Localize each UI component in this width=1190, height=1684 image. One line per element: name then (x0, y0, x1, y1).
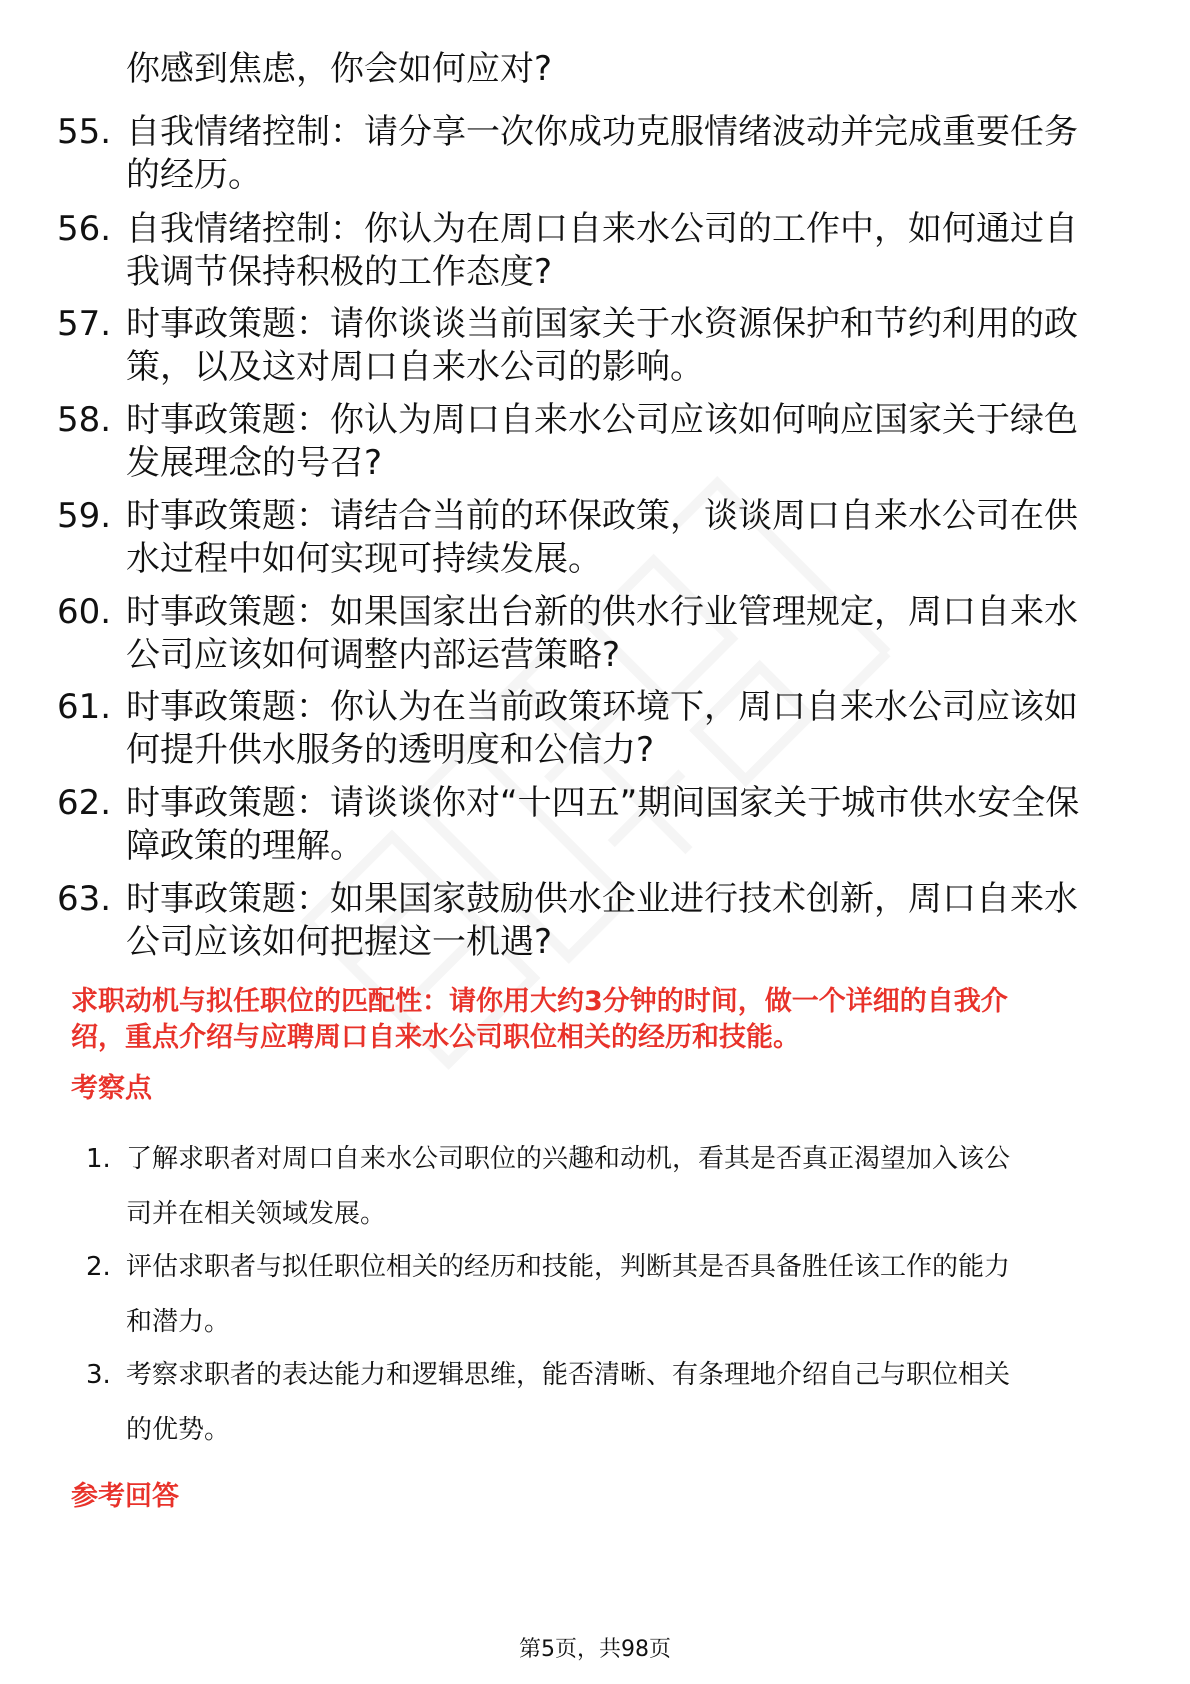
section-title-line1: 求职动机与拟任职位的匹配性：请你用大约3分钟的时间，做一个详细的自我介 (71, 986, 1008, 1017)
question-number: 60. (57, 592, 112, 632)
question-item-60 (0, 591, 1190, 681)
question-number: 55. (57, 112, 112, 152)
question-number: 62. (57, 783, 112, 823)
question-text-line1: 时事政策题：你认为周口自来水公司应该如何响应国家关于绿色 (126, 400, 1078, 440)
point-number: 2. (86, 1252, 111, 1282)
question-item-62 (0, 782, 1190, 872)
question-text-line1: 自我情绪控制：你认为在周口自来水公司的工作中，如何通过自 (126, 209, 1078, 249)
question-item-57 (0, 303, 1190, 393)
points-heading: 考察点 (71, 1073, 152, 1104)
question-continuation: 你感到焦虑，你会如何应对? (126, 49, 553, 89)
question-number: 56. (57, 209, 112, 249)
question-number: 59. (57, 496, 112, 536)
question-number: 57. (57, 304, 112, 344)
section-title-line2: 绍，重点介绍与应聘周口自来水公司职位相关的经历和技能。 (71, 1022, 800, 1053)
question-text-line2: 公司应该如何把握这一机遇? (126, 922, 553, 962)
question-text-line1: 时事政策题：如果国家出台新的供水行业管理规定，周口自来水 (126, 592, 1078, 632)
point-text-line2: 的优势。 (126, 1415, 231, 1445)
point-text-line1: 了解求职者对周口自来水公司职位的兴趣和动机，看其是否真正渴望加入该公 (126, 1144, 1011, 1174)
point-text-line2: 司并在相关领域发展。 (126, 1199, 387, 1229)
question-item-58 (0, 399, 1190, 489)
point-text-line1: 评估求职者与拟任职位相关的经历和技能，判断其是否具备胜任该工作的能力 (126, 1252, 1011, 1282)
question-text-line2: 何提升供水服务的透明度和公信力? (126, 730, 655, 770)
question-text-line2: 障政策的理解。 (126, 826, 364, 866)
question-text-line2: 水过程中如何实现可持续发展。 (126, 539, 602, 579)
point-text-line2: 和潜力。 (126, 1307, 231, 1337)
point-number: 1. (86, 1144, 111, 1174)
question-item-63 (0, 878, 1190, 968)
question-number: 63. (57, 879, 112, 919)
point-text-line1: 考察求职者的表达能力和逻辑思维，能否清晰、有条理地介绍自己与职位相关 (126, 1360, 1011, 1390)
question-text-line2: 我调节保持积极的工作态度? (126, 252, 553, 292)
point-number: 3. (86, 1360, 111, 1390)
question-text-line2: 发展理念的号召? (126, 443, 383, 483)
question-text-line2: 公司应该如何调整内部运营策略? (126, 635, 621, 675)
question-text-line1: 自我情绪控制：请分享一次你成功克服情绪波动并完成重要任务 (126, 112, 1078, 152)
question-item-56 (0, 208, 1190, 298)
question-item-61 (0, 686, 1190, 776)
question-text-line1: 时事政策题：请结合当前的环保政策，谈谈周口自来水公司在供 (126, 496, 1078, 536)
question-text-line2: 的经历。 (126, 155, 262, 195)
question-text-line1: 时事政策题：请谈谈你对“十四五”期间国家关于城市供水安全保 (126, 783, 1080, 823)
answer-heading: 参考回答 (71, 1481, 179, 1512)
question-number: 61. (57, 687, 112, 727)
question-item-55 (0, 111, 1190, 201)
question-text-line1: 时事政策题：请你谈谈当前国家关于水资源保护和节约利用的政 (126, 304, 1078, 344)
page-footer: 第5页，共98页 (519, 1637, 671, 1662)
question-item-59 (0, 495, 1190, 585)
question-text-line1: 时事政策题：你认为在当前政策环境下，周口自来水公司应该如 (126, 687, 1078, 727)
question-text-line1: 时事政策题：如果国家鼓励供水企业进行技术创新，周口自来水 (126, 879, 1078, 919)
question-number: 58. (57, 400, 112, 440)
question-text-line2: 策，以及这对周口自来水公司的影响。 (126, 347, 704, 387)
